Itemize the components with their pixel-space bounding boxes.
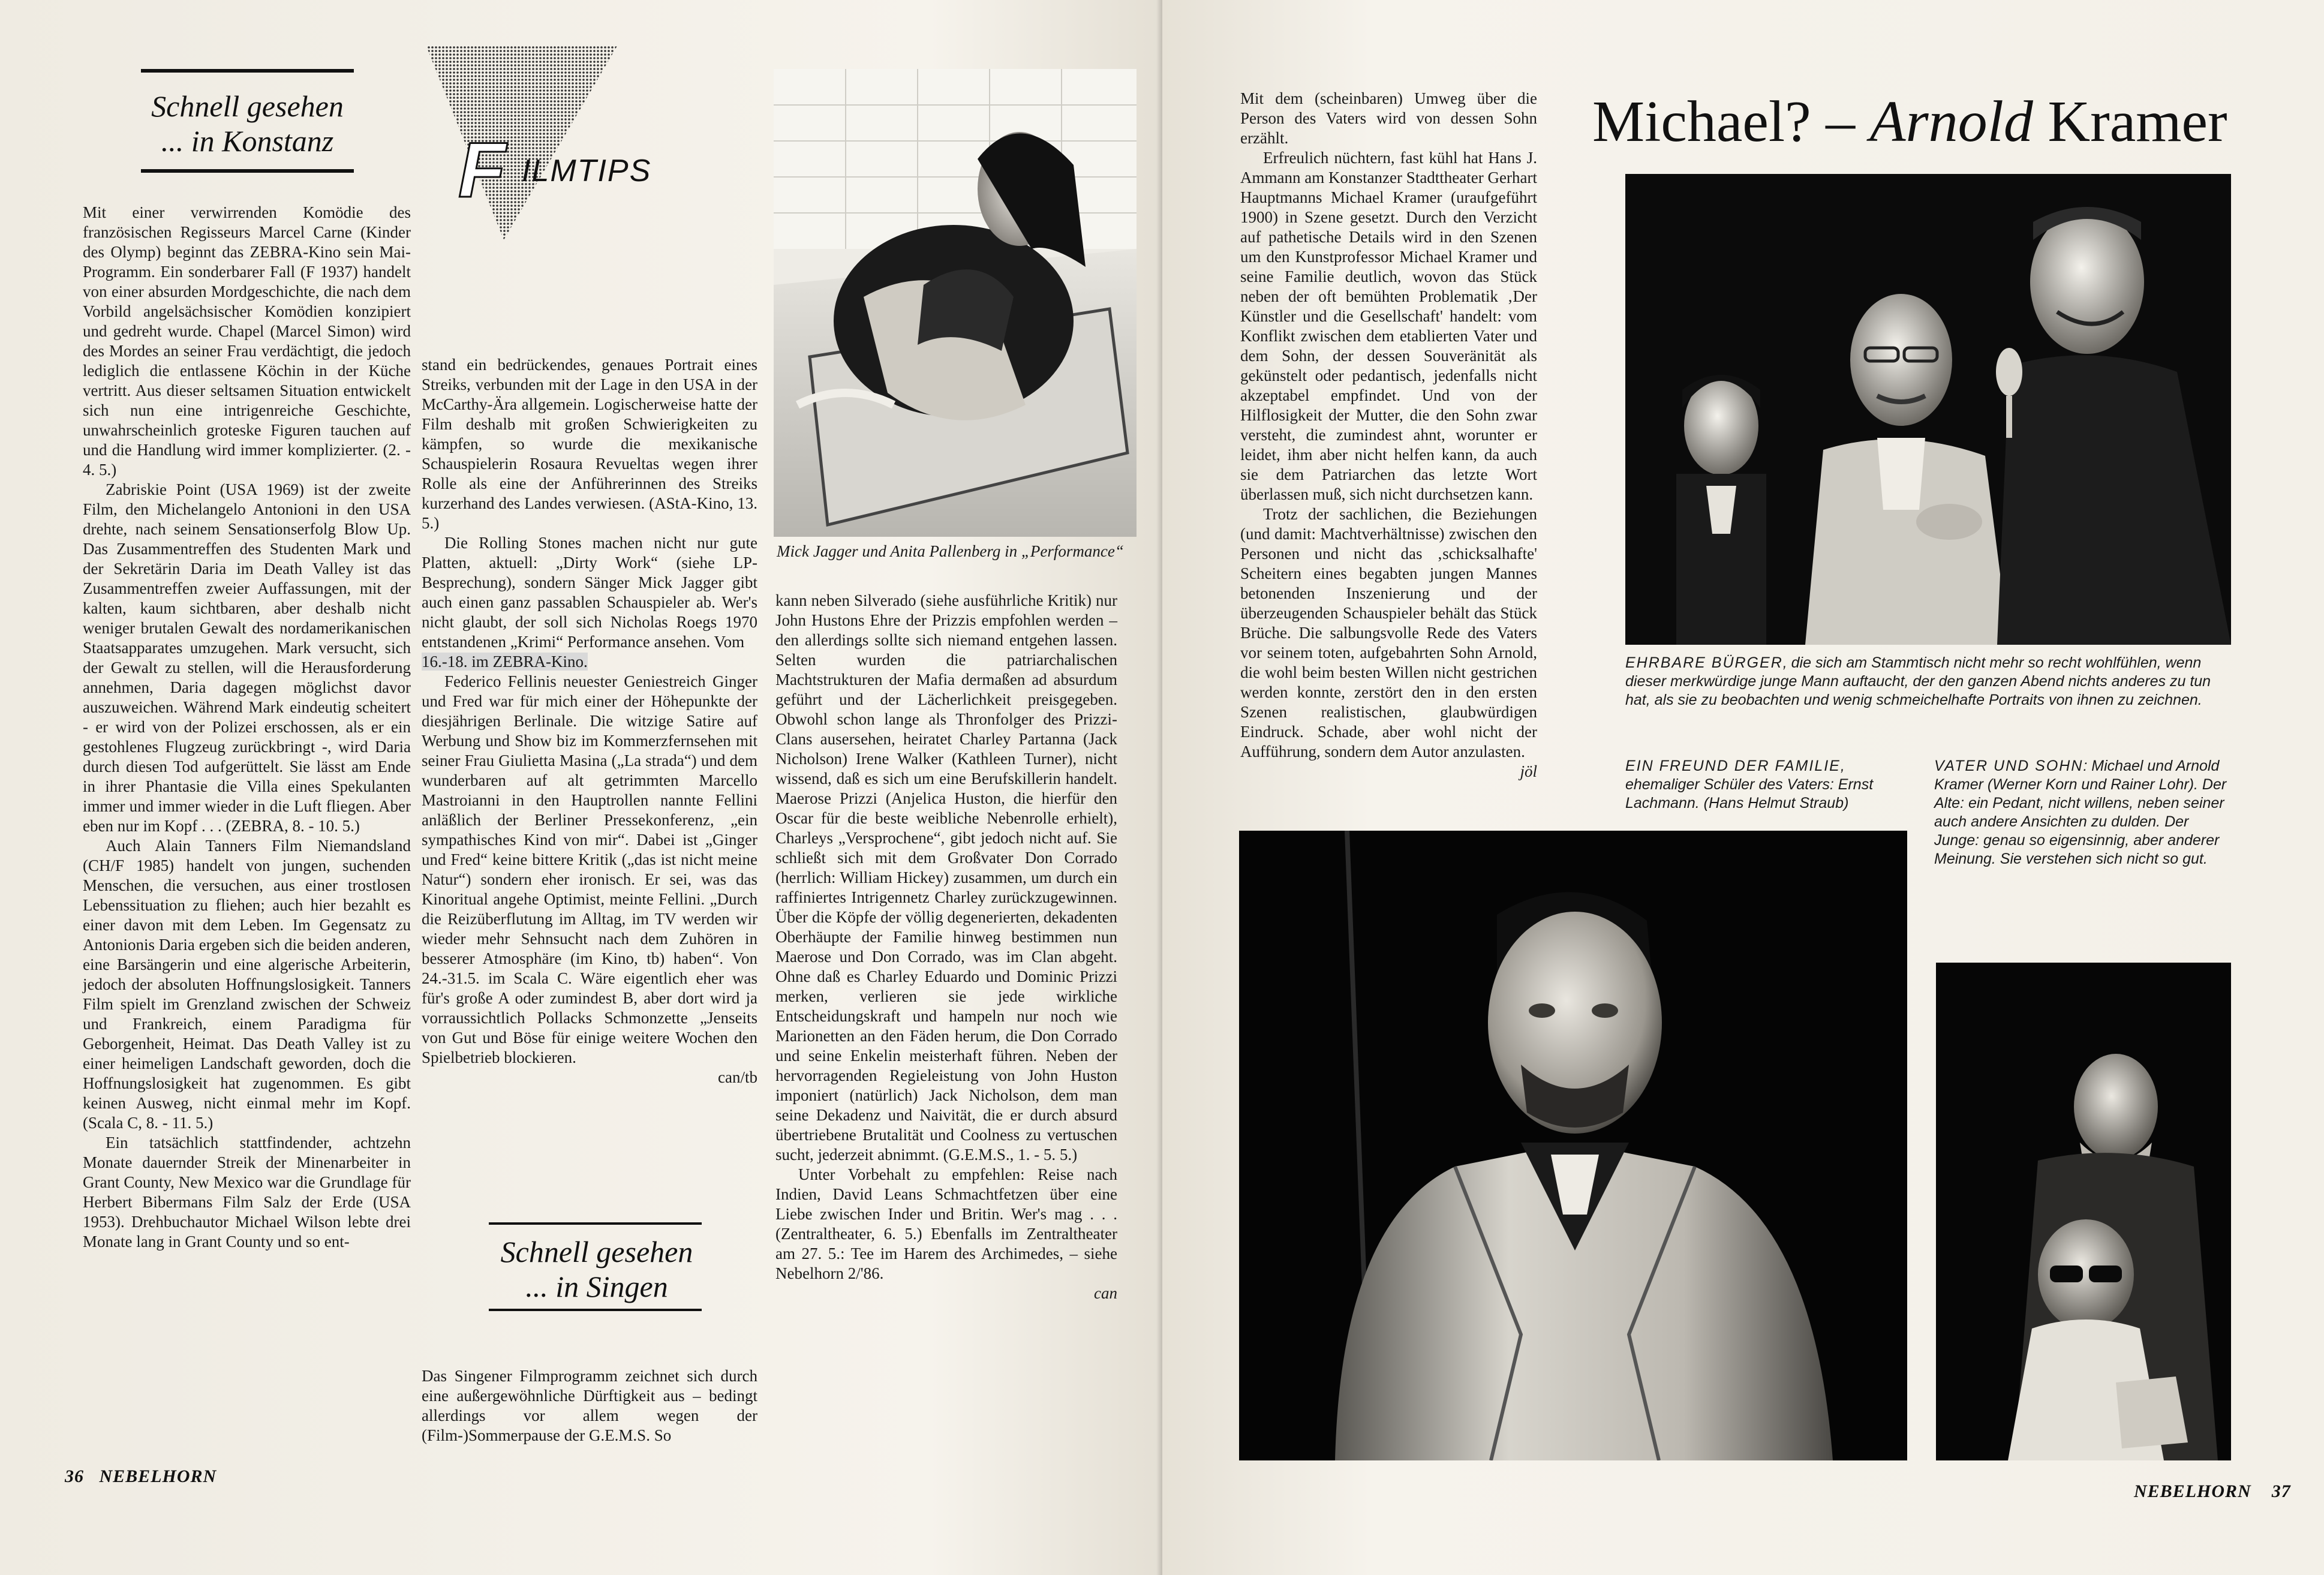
singen-rule-bottom — [489, 1309, 702, 1311]
page-number: 36 — [65, 1466, 84, 1486]
paragraph: Auch Alain Tanners Film Niemandsland (CH/F 1985) handelt von jungen, suchenden Menschen, die versuchen, aus einer trostlosen Lebenssituation zu fliehen; auch hier bezahlt es einer davon mit dem Leben. Im Gegensatz zu Antonionis Daria ergeben sich die beiden anderen, eine Barsängerin und eine algerische Arbeiterin, jedoch der absoluten Hoffnungslosigkeit. Tanners Film spielt im Grenzland zwischen der Schweiz und Frankreich, einem Paradigma für Geborgenheit, Heimat. Das Death Valley ist zu einer heimeligen Landschaft geworden, doch die Hoffnungslosigkeit hat zugenommen. Es gibt keinen Ausweg, nicht einmal mehr im Kopf. (Scala C, 8. - 11. 5.) — [83, 837, 411, 1132]
konstanz-rule-top — [141, 69, 354, 73]
paragraph: Trotz der sachlichen, die Beziehungen (und damit: Machtverhältnisse) zwischen den Personen und nicht das ‚schicksalhafte' Scheitern eines begabten jungen Mannes betonenden Inszenierung und der überzeugenden Schauspieler behält das Stück Brüche. Die salbungsvolle Rede des Vaters vor seinem toten, aufgebahrten Sohn Arnold, die wohl beim besten Willen nicht gestrichen werden konnte, zerstört den in den ersten Szenen realistischen, glaubwürdigen Eindruck. Schade, aber wohl nicht der Aufführung, sondern dem Autor anzulasten. — [1240, 505, 1537, 761]
performance-caption: Mick Jagger und Anita Pallenberg in „Performance“ — [777, 542, 1124, 560]
konstanz-heading: Schnell gesehen ... in Konstanz — [151, 89, 344, 158]
lachmann-image — [1239, 831, 1907, 1460]
highlighted-date: 16.-18. im ZEBRA-Kino. — [422, 653, 588, 671]
folio-right — [2134, 1481, 2291, 1502]
right-page — [1162, 0, 2324, 1575]
paragraph: kann neben Silverado (siehe ausführliche Kritik) nur John Hustons Ehre der Prizzis empfohlen werden – den allerdings sollte sich niemand entgehen lassen. Selten wurden die patriarchalischen Machtstrukturen der Mafia dermaßen ad absurdum geführt und der Lächerlichkeit preisgegeben. Obwohl schon lange als Thronfolger des Prizzi-Clans ausersehen, heiratet Charley Partanna (Jack Nicholson) Irene Walker (Kathleen Turner), nicht wissend, daß es sich um eine Berufskillerin handelt. Maerose Prizzi (Anjelica Huston, die hierfür den Oscar für die beste weibliche Nebenrolle erhielt), Charleys „Versprochene“, gibt jedoch nicht auf. Sie schließt sich mit dem Großvater Don Corrado (herrlich: William Hickey) zusammen, um durch ein raffiniertes Intrigennetz Charley zurückzugewinnen. Über die Köpfe der völlig degenerierten, dekadenten Oberhäupte der Familie hinweg bestimmen nun Maerose und Don Corrado, was im Clan abgeht. Ohne daß es Charley Eduardo und Dominic Prizzi merken, verlieren sie jede wirkliche Entscheidungskraft und hampeln nur noch wie Marionetten an den Fäden herum, die Don Corrado und seine Enkelin meisterhaft führen. Neben der hervorragenden Regieleistung von John Huston imponiert (natürlich) Jack Nicholson, dem man seine Dekadenz und Naivität, die er durch absurd übertriebene Brutalität und Coolness zu vertuschen sucht, jederzeit abnimmt. (G.E.M.S., 1. - 5. 5.) — [775, 591, 1117, 1164]
signature: can/tb — [718, 1068, 757, 1086]
article-headline: Michael? – Arnold Kramer — [1592, 89, 2227, 154]
vater-sohn-photo — [1936, 963, 2231, 1460]
folio-left — [65, 1466, 217, 1487]
page-number: 37 — [2271, 1481, 2291, 1501]
freund-caption: EIN FREUND DER FAMILIE, ehemaliger Schüler des Vaters: Ernst Lachmann. (Hans Helmut Straub) — [1625, 758, 1874, 811]
konstanz-rule-bottom — [141, 169, 354, 173]
singen-column — [422, 1366, 757, 1445]
paragraph: Mit einer verwirrenden Komödie des französischen Regisseurs Marcel Carne (Kinder des Olymp) beginnt das ZEBRA-Kino sein Mai-Programm. Ein sonderbarer Fall (F 1937) handelt von einer absurden Mordgeschichte, die nach dem Vorbild angelsächsischer Komödien konzipiert und gedreht wurde. Chapel (Marcel Simon) wird des Mordes an seiner Frau verdächtigt, die jedoch lediglich die entlassene Köchin in der Küche vertritt. Aus dieser seltsamen Situation entwickelt sich nun eine intrigenreiche Geschichte, unwahrscheinlich groteske Figuren tauchen auf und die Handlung wird immer komplizierter. (2. - 4. 5.) — [83, 203, 411, 479]
paragraph: Mit dem (scheinbaren) Umweg über die Person des Vaters wird von dessen Sohn erzählt. — [1240, 89, 1537, 147]
ehrbare-buerger-caption: EHRBARE BÜRGER, die sich am Stammtisch nicht mehr so recht wohlfühlen, wenn dieser merkwürdige junge Mann auftaucht, der den ganzen Abend nichts anderes zu tun hat, als sie zu beobachten und wenig schmeichelhafte Portraits von ihnen zu zeichnen. — [1625, 654, 2211, 708]
paragraph: Zabriskie Point (USA 1969) ist der zweite Film, den Michelangelo Antonioni in den USA drehte, nach seinem Sensationserfolg Blow Up. Das Zusammentreffen des Studenten Mark und der Sekretärin Daria im Death Valley ist das Zusammentreffen zweier Auffassungen, mit der kalten, kaum sichtbaren, aber deshalb nicht weniger brutalen Gewalt des nordamerikanischen Staatsapparates umzugehen. Mark versucht, sich der Gewalt zu stellen, will die Herausforderung annehmen, Daria dagegen möglichst davor auszuweichen. Während Mark eindeutig scheitert - er wird von der Polizei erschossen, als er ein gestohlenes Flugzeug zurückbringt -, wird Daria durch diesen Tod aufgerüttelt. Sie lässt am Ende in ihrer Phantasie die Villa eines Spekulanten immer und immer wieder in die Luft fliegen. Aber eben nur im Kopf . . . (ZEBRA, 8. - 10. 5.) — [83, 480, 411, 835]
right-column — [775, 591, 1117, 1303]
magazine-name: NEBELHORN — [99, 1466, 217, 1486]
paragraph: Erfreulich nüchtern, fast kühl hat Hans J. Ammann am Konstanzer Stadttheater Gerhart Hauptmanns Michael Kramer (uraufgeführt 1900) in Szene gesetzt. Durch den Verzicht auf pathetische Details wird in den Szenen um den Kunstprofessor Michael Kramer und seine Familie deutlich, wovon das Stück neben der oft bemühten Problematik ‚Der Künstler und die Gesellschaft' handelt: vom Konflikt zwischen dem etablierten Vater und dem Sohn, der dessen Souveränität als gekünstelt oder pedantisch, jedenfalls nicht akzeptabel empfindet. Und von der Hilflosigkeit der Mutter, die den Sohn zwar versteht, die zumindest ahnt, worunter er leidet, ihm aber nicht helfen kann, da auch sie dem Patriarchen das letzte Wort überlassen muß, sich nicht durchsetzen kann. — [1240, 149, 1537, 503]
vater-sohn-image — [1936, 963, 2231, 1460]
paragraph: Ein tatsächlich stattfindender, achtzehn Monate dauernder Streik der Minenarbeiter in Grant County, New Mexico war die Grundlage für Herbert Bibermans Film Salz der Erde (USA 1953). Drehbuchautor Michael Wilson lebte drei Monate lang in Grant County und so ent- — [83, 1134, 411, 1251]
performance-image — [774, 69, 1137, 537]
filmtips-word: ILMTIPS — [522, 154, 652, 188]
performance-photo — [774, 69, 1137, 537]
kramer-column — [1240, 89, 1537, 782]
paragraph: Unter Vorbehalt zu empfehlen: Reise nach Indien, David Leans Schmachtfetzen über eine Liebe zwischen Inder und Britin. Wer's mag . . . (Zentraltheater, 6. 5.) Ebenfalls im Zentraltheater am 27. 5.: Tee im Harem des Archimedes, – siehe Nebelhorn 2/'86. — [775, 1165, 1117, 1282]
paragraph: Federico Fellinis neuester Geniestreich Ginger und Fred war für mich einer der Höhepunkte der diesjährigen Berlinale. Die witzige Satire auf Werbung und Show biz im Kommerzfernsehen mit seiner Frau Giulietta Masina („La strada“) und dem wunderbaren auf alt getrimmten Marcello Mastroianni in den Hauptrollen nannte Fellini anläßlich der Berliner Pressekonferenz, „ein sympathisches Kind von mir“. Dabei ist „Ginger und Fred“ keine bittere Kritik („das ist nicht meine Natur“) sondern eher ironisch. Er sei, was das Kinoritual angehe Optimist, meinte Fellini. „Durch die Reizüberflutung im Alltag, im TV werden wir wieder mehr Sehnsucht nach dem Zuhören in besserer Atmosphäre (im Kino, tb) haben“. Von 24.-31.5. im Scala C. Wäre eigentlich eher was für's große A oder zumindest B, aber dort wird ja vorraussichtlich Pollacks Schmonzette „Jenseits von Gut und Böse für einige weitere Wochen den Spielbetrieb blockieren. — [422, 672, 757, 1066]
konstanz-column — [83, 203, 411, 1252]
filmtips-logo — [420, 42, 780, 240]
stammtisch-image — [1625, 174, 2231, 645]
magazine-name: NEBELHORN — [2134, 1481, 2251, 1501]
singen-rule-top — [489, 1222, 702, 1225]
vater-sohn-caption: VATER UND SOHN: Michael und Arnold Kramer (Werner Korn und Rainer Lohr). Der Alte: ein Pedant, nicht willens, neben seiner auch andere Ansichten zu dulden. Der Junge: genau so eigensinnig, aber anderer Meinung. Sie verstehen sich nicht so gut. — [1934, 758, 2227, 867]
lachmann-photo — [1239, 831, 1907, 1460]
singen-heading: Schnell gesehen ... in Singen — [500, 1235, 693, 1303]
paragraph: Das Singener Filmprogramm zeichnet sich durch eine außergewöhnliche Dürftigkeit aus – bedingt allerdings vor allem wegen der (Film-)Sommerpause der G.E.M.S. So — [422, 1367, 757, 1444]
ehrbare-buerger-photo — [1625, 174, 2231, 645]
signature: jöl — [1520, 762, 1537, 780]
filmtips-initial: F — [458, 126, 506, 214]
paragraph: Die Rolling Stones machen nicht nur gute Platten, aktuell: „Dirty Work“ (siehe LP-Besprechung), sondern Sänger Mick Jagger gibt auch einen ganz passablen Schauspieler ab. Wer's nicht glaubt, der soll sich Nicholas Roegs 1970 entstandenen „Krimi“ Performance ansehen. Vom — [422, 534, 757, 651]
paragraph: stand ein bedrückendes, genaues Portrait eines Streiks, verbunden mit der Lage in den USA in der McCarthy-Ära allgemein. Logischerweise hatte der Film deshalb mit großen Schwierigkeiten zu kämpfen, so wurde die mexikanische Schauspielerin Rosaura Revueltas wegen ihrer Rolle als eine der Anführerinnen des Streiks kurzerhand des Landes verwiesen. (AStA-Kino, 13. 5.) — [422, 356, 757, 532]
middle-column — [422, 355, 757, 1087]
signature: can — [1094, 1284, 1117, 1302]
